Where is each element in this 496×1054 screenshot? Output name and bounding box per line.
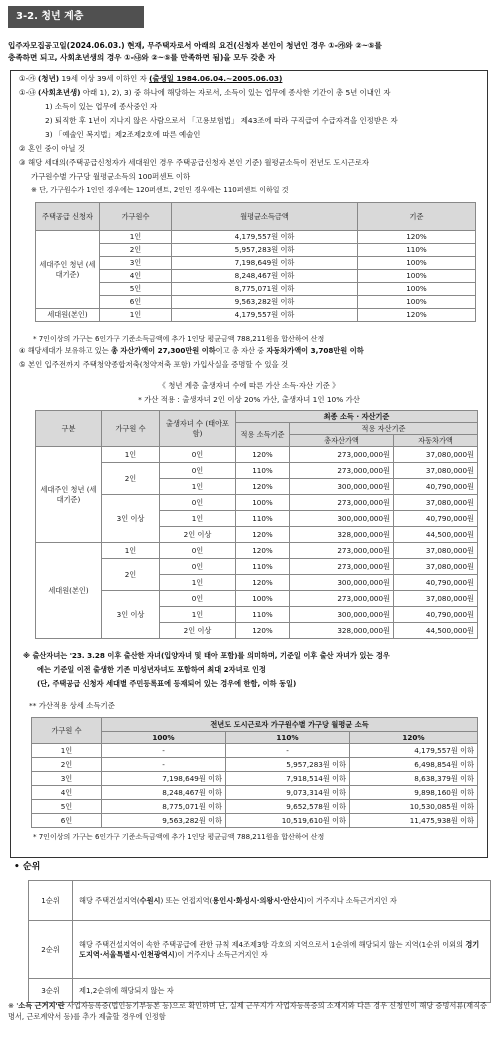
criteria-box bbox=[10, 70, 488, 858]
rank-2-label: 2순위 bbox=[29, 921, 73, 979]
children-note-1: ※ 출산자녀는 '23. 3.28 이후 출산한 자녀(입양자녀 및 태아 포함)를 의미하며, 기준일 이후 출산 자녀가 있는 경우 bbox=[23, 651, 390, 660]
th-members: 가구원 수 bbox=[32, 718, 102, 744]
th-car-asset: 자동차가액 bbox=[394, 435, 478, 447]
th-applicant: 주택공급 신청자 bbox=[36, 203, 100, 231]
criterion-newcomer: ①-㉯ (사회초년생) 아래 1), 2), 3) 중 하나에 해당하는 자로서, 소득이 있는 업무에 종사한 기간이 총 5년 이내인 자 bbox=[19, 88, 391, 97]
group-head-of-household: 세대주인 청년 (세대기준) bbox=[36, 231, 100, 309]
th-applied-asset: 적용 자산기준 bbox=[290, 423, 478, 435]
children-table-subtitle: * 가산 적용 : 출생자녀 2인 이상 20% 가산, 출생자녀 1인 10% 가산 bbox=[138, 395, 360, 404]
children-table: 구분 가구원 수 출생자녀 수 (태아포함) 최종 소득 · 자산기준 적용 소득기준 적용 자산기준 총자산가액 자동차가액 세대주인 청년 (세대기준) 1인 0인 120% 273,000,000원 37,080,000원 2인 0인 110% 273,000,000원 37,080,000원 1인 120% 300,000,000원 40,790,000원 3인 이상 0인 100% 273,000,000원 37,080,000원 1인 110% 300,000,000원 40,790,000원 2인 이상 120% 328,000,000원 44,500,000원 세대원(본인) 1인 0인 120% 273,000,000원 37,080,000원 2인 0인 110% 273,000,000원 37,080,000원 1인 120% 300,000,000원 40,790,000원 3인 이상 0인 100% 273,000,000원 37,080,000원 1인 110% 300,000,000원 40,790,000원 2인 이상 120% 328,000,000원 44,500,000원 bbox=[35, 410, 478, 639]
group-member: 세대원(본인) bbox=[36, 543, 102, 639]
rank-3-label: 3순위 bbox=[29, 979, 73, 1003]
children-note-2: 에는 기준일 이전 출생한 기존 미성년자녀도 포함하여 최대 2자녀로 인정 bbox=[37, 665, 266, 674]
income-table: 주택공급 신청자 가구원수 월평균소득금액 기준 세대주인 청년 (세대기준) 1인 4,179,557원 이하 120% 2인 5,957,283원 이하 110% 3인 7,198,649원 이하 100% 4인 8,248,467원 이하 100% 5인 8,775,071원 이하 100% 6인 9,563,282원 이하 100% 세대원(본인) 1인 4,179,557원 이하 120% bbox=[35, 202, 476, 322]
rank-3-desc: 제1,2순위에 해당되지 않는 자 bbox=[73, 979, 491, 1003]
ranking-title: • 순위 bbox=[14, 862, 41, 872]
detail-income-table: 가구원 수 전년도 도시근로자 가구원수별 가구당 월평균 소득 100% 110% 120% 1인 - - 4,179,557원 이하 2인 - 5,957,283원 이하 6,498,854원 이하 3인 7,198,649원 이하 7,918,514원 이하 8,638,379원 이하 4인 8,248,467원 이하 9,073,314원 이하 9,898,160원 이하 5인 8,775,071원 이하 9,652,578원 이하 10,530,085원 이하 6인 9,563,282원 이하 10,519,610원 이하 11,475,938원 이하 bbox=[31, 717, 478, 828]
section-title: 3-2. 청년 계층 bbox=[8, 6, 144, 28]
th-standard: 기준 bbox=[358, 203, 476, 231]
criterion-youth: ①-㉮ (청년) 19세 이상 39세 이하인 자 (출생일 1984.06.04.~2005.06.03) bbox=[19, 74, 283, 83]
criterion-assets: ④ 해당세대가 보유하고 있는 총 자산가액이 27,300만원 이하이고 총 자산 중 자동차가액이 3,708만원 이하 bbox=[19, 346, 364, 355]
th-applied-income: 적용 소득기준 bbox=[236, 423, 290, 447]
newcomer-item-3: 3) 「예술인 복지법」제2조제2호에 따른 예술인 bbox=[45, 130, 201, 139]
th-monthly-income: 전년도 도시근로자 가구원수별 가구당 월평균 소득 bbox=[102, 718, 478, 732]
children-note-3: (단, 주택공급 신청자 세대별 주민등록표에 등재되어 있는 경우에 한함, 이하 동일) bbox=[37, 679, 297, 688]
ranking-table bbox=[28, 880, 491, 1003]
th-income: 월평균소득금액 bbox=[172, 203, 358, 231]
th-members: 가구원 수 bbox=[102, 411, 160, 447]
criterion-savings: ⑤ 본인 입주전까지 주택청약종합저축(청약저축 포함) 가입사실을 증명할 수 있을 것 bbox=[19, 360, 289, 369]
rank-1-label: 1순위 bbox=[29, 881, 73, 921]
th-members: 가구원수 bbox=[100, 203, 172, 231]
th-group: 구분 bbox=[36, 411, 102, 447]
income-note: * 7인이상의 가구는 6인가구 기준소득금액에 추가 1인당 평균금액 788,211원을 합산하여 산정 bbox=[33, 335, 325, 343]
criterion-income-note: ※ 단, 가구원수가 1인인 경우에는 120퍼센트, 2인인 경우에는 110퍼센트 이하일 것 bbox=[31, 186, 289, 194]
children-table-title: 《 청년 계층 출생자녀 수에 따른 가산 소득·자산 기준 》 bbox=[158, 381, 340, 390]
newcomer-item-1: 1) 소득이 있는 업무에 종사중인 자 bbox=[45, 102, 158, 111]
rank-2-desc: 해당 주택건설지역이 속한 주택공급에 관한 규칙 제4조제3항 각호의 지역으로서 1순위에 해당되지 않는 지역(1순위 이외의 경기도지역·서울특별시·인천광역시)이 거주지나 소득근거지인 자 bbox=[73, 921, 491, 979]
rank-1-desc: 해당 주택건설지역(수원시) 또는 연접지역(용인시·화성시·의왕시·안산시)이 거주지나 소득근거지인 자 bbox=[73, 881, 491, 921]
intro-line-2: 충족하면 되고, 사회초년생의 경우 ①-㉯와 ②~⑤를 만족하면 됨)을 모두 갖춘 자 bbox=[8, 52, 276, 62]
criterion-income-1: ③ 해당 세대의(주택공급신청자가 세대원인 경우 주택공급신청자 본인 기준) 월평균소득이 전년도 도시근로자 bbox=[19, 158, 370, 167]
th-total-asset: 총자산가액 bbox=[290, 435, 394, 447]
criterion-unmarried: ② 혼인 중이 아닐 것 bbox=[19, 144, 85, 153]
detail-income-note: * 7인이상의 가구는 6인가구 기준소득금액에 추가 1인당 평균금액 788,211원을 합산하여 산정 bbox=[33, 833, 325, 841]
criterion-income-2: 가구원수별 가구당 월평균소득의 100퍼센트 이하 bbox=[31, 172, 191, 181]
th-children: 출생자녀 수 (태아포함) bbox=[160, 411, 236, 447]
intro-line-1: 입주자모집공고일(2024.06.03.) 현재, 무주택자로서 아래의 요건(신청자 본인이 청년인 경우 ①-㉮와 ②~⑤를 bbox=[8, 41, 382, 50]
group-head-of-household: 세대주인 청년 (세대기준) bbox=[36, 447, 102, 543]
group-member: 세대원(본인) bbox=[36, 309, 100, 322]
footer-note: ※ '소득 근거지'란 사업자등록증(법인등기부등본 등)으로 확인하며 단, 실제 근무지가 사업자등록증의 소재지와 다른 경우 신청인이 해당 증빙서류(재직증명서, 근로계약서 등)를 추가 제출할 경우에 인정함 bbox=[8, 1001, 487, 1022]
intro-text bbox=[8, 40, 490, 64]
newcomer-item-2: 2) 퇴직한 후 1년이 지나지 않은 사람으로서 「고용보험법」 제43조에 따라 구직급여 수급자격을 인정받은 자 bbox=[45, 116, 398, 125]
detail-table-title: ** 가산적용 상세 소득기준 bbox=[29, 701, 115, 710]
th-final: 최종 소득 · 자산기준 bbox=[236, 411, 478, 423]
